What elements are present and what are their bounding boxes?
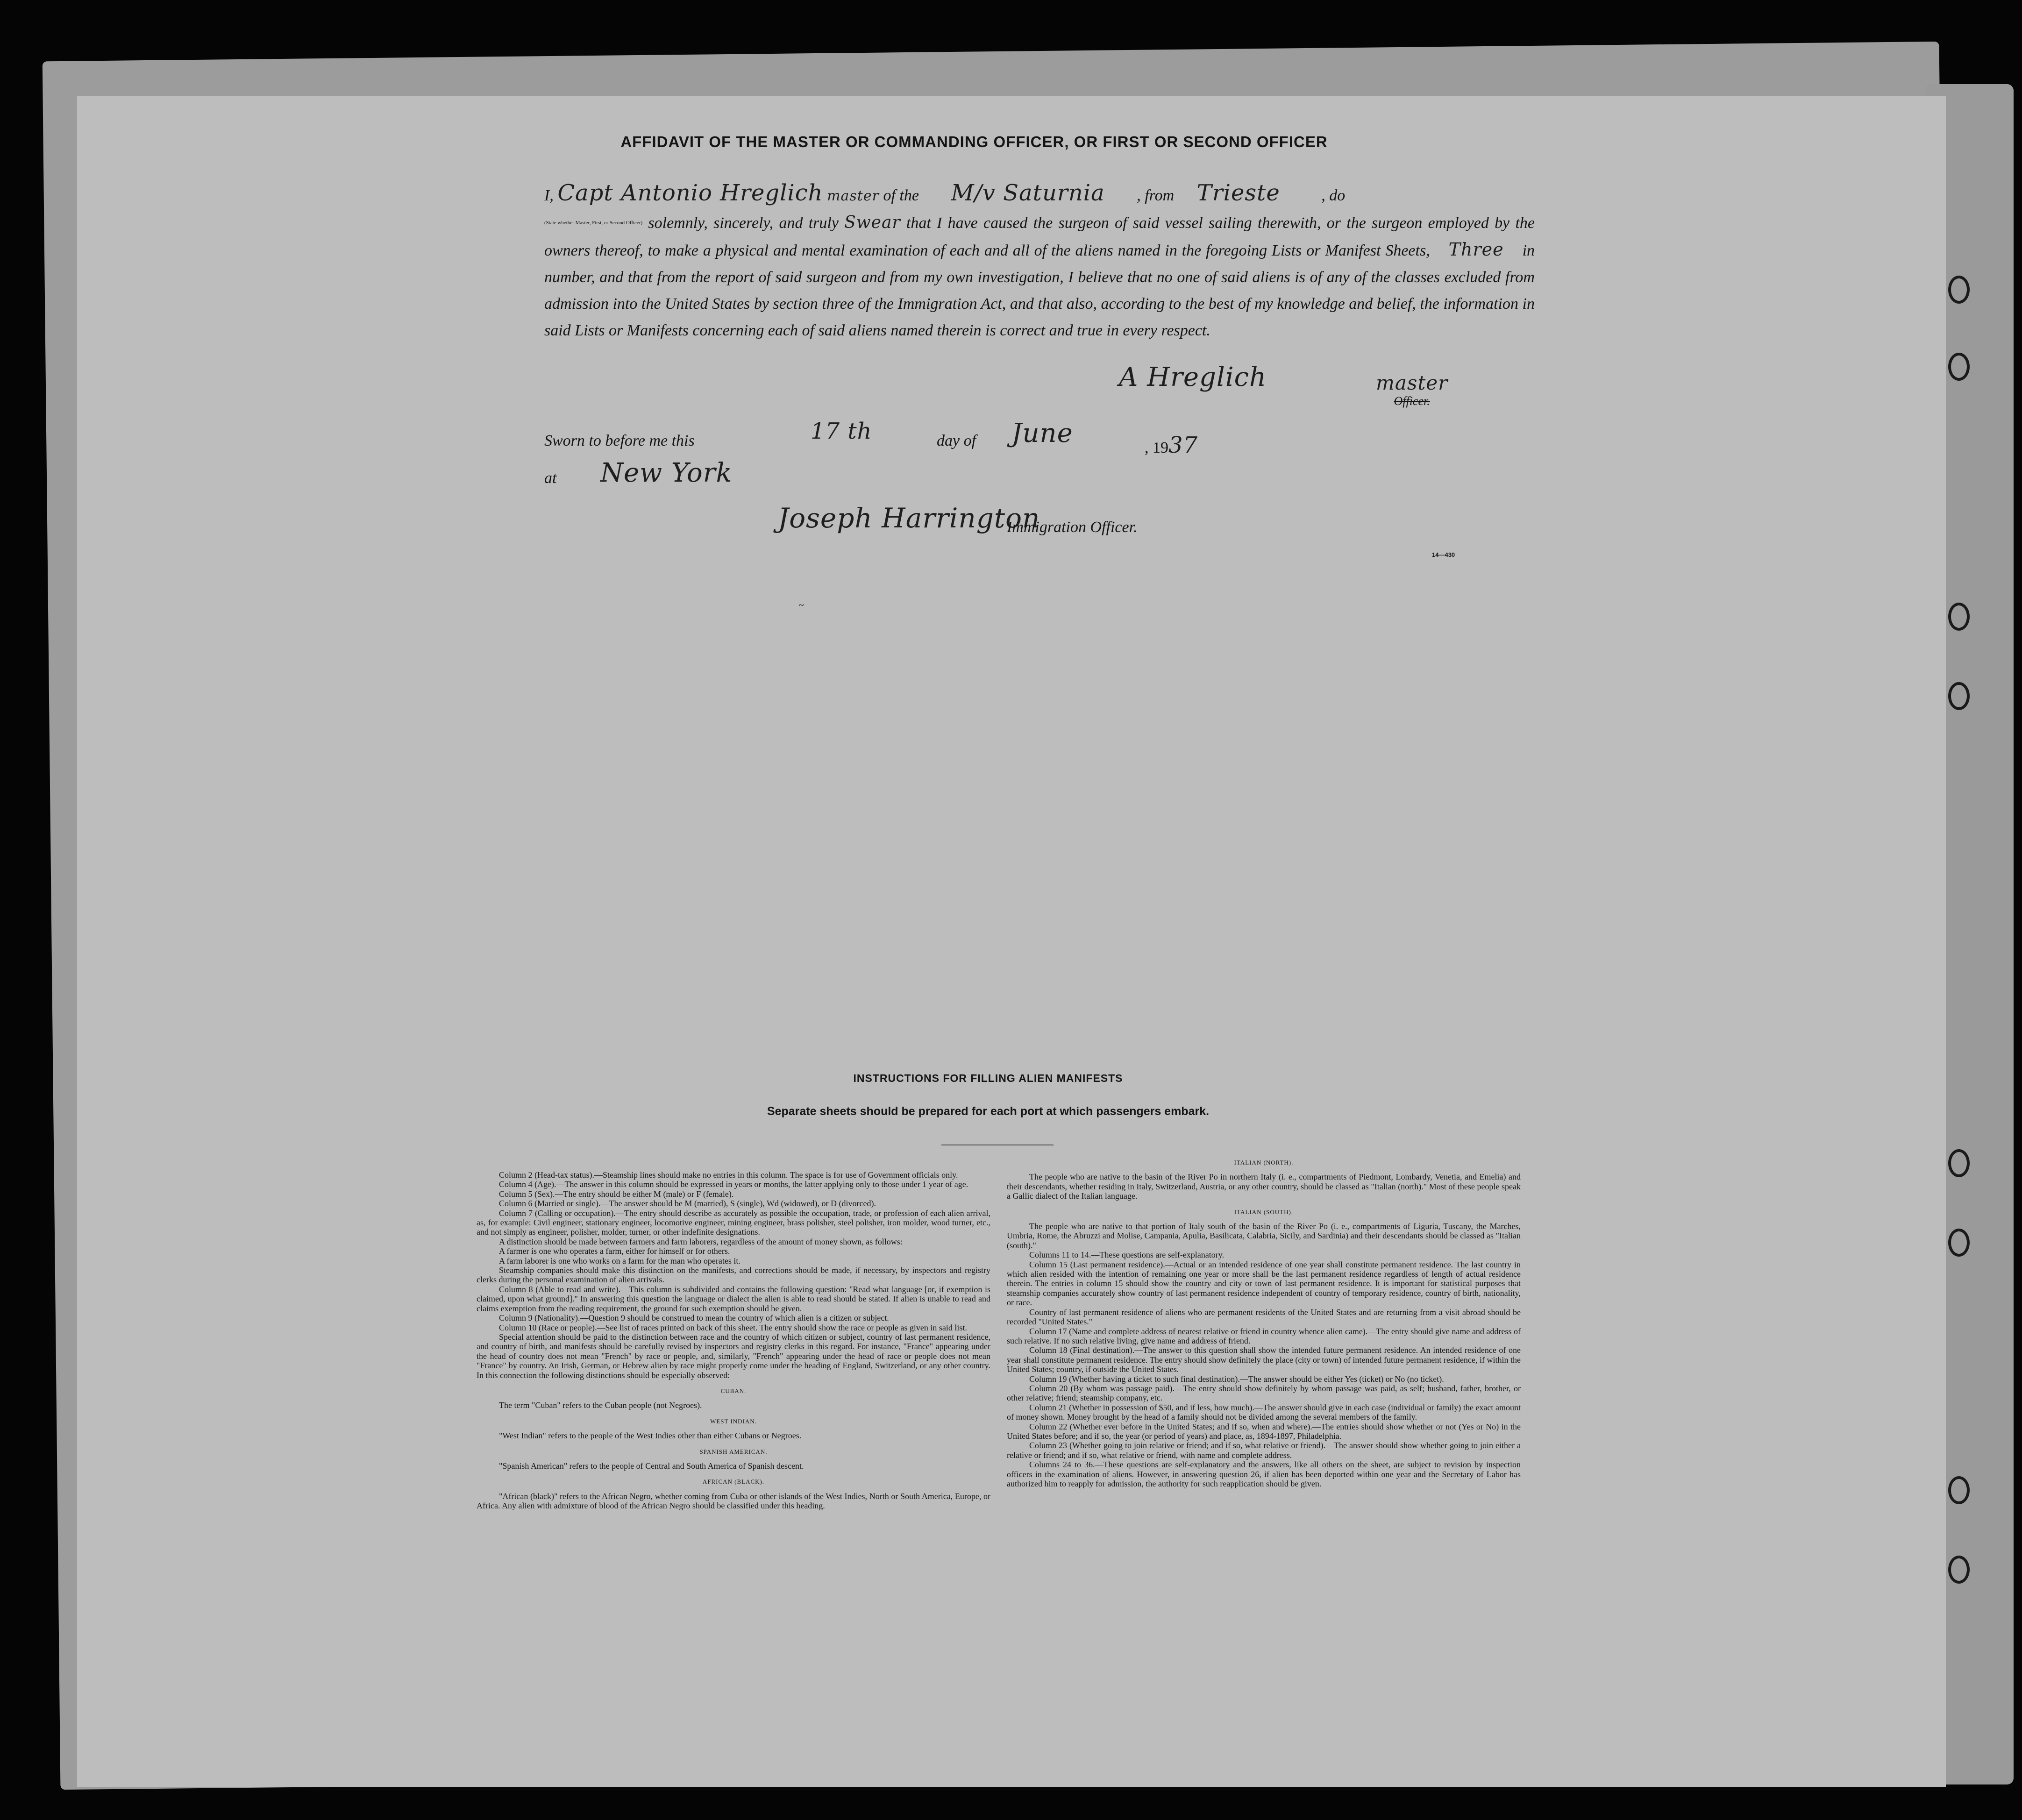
officer-label: Officer.: [1394, 394, 1430, 408]
italian-south-heading: ITALIAN (SOUTH).: [1234, 1208, 1294, 1216]
stray-mark: ~: [799, 600, 804, 611]
master-signature: A Hreglich: [1119, 362, 1267, 392]
sworn-label: Sworn to before me this: [544, 432, 695, 449]
cuban-heading: CUBAN.: [720, 1387, 747, 1394]
departure-port: Trieste: [1196, 180, 1280, 206]
african-text: "African (black)" refers to the African Negro, whether coming from Cuba or other islands of the West Indies, North or South America, Europe, or Africa. Any alien with admixture of blood of the African Negro should be classified under this heading.: [477, 1491, 990, 1511]
binder-ring-icon: [1948, 682, 1970, 710]
instruction-paragraph: Column 7 (Calling or occupation).—The entry should describe as accurately as possible the occupation, trade, or profession of each alien arrival, as, for example: Civil engineer, stationary engineer, locomotive engineer, mining engineer, brass polisher, steel polisher, iron molder, wood turner, etc., and not simply as engineer, polisher, molder, turner, or other indefinite designations.: [477, 1208, 990, 1237]
affidavit-title: AFFIDAVIT OF THE MASTER OR COMMANDING OFFICER, OR FIRST OR SECOND OFFICER: [620, 133, 1328, 150]
master-name: Capt Antonio Hreglich: [557, 180, 823, 206]
binder-ring-icon: [1948, 276, 1970, 304]
do-label: , do: [1321, 187, 1346, 204]
of-the-label: of the: [883, 187, 919, 204]
instruction-paragraph: Column 17 (Name and complete address of nearest relative or friend in country whence alien came).—The entry should give name and address of such relative. If no such relative living, give name and address of friend.: [1007, 1326, 1521, 1345]
sworn-day: 17 th: [811, 418, 872, 444]
binder-ring-icon: [1948, 1149, 1970, 1177]
year-suffix: 37: [1168, 432, 1198, 458]
immigration-officer-signature: Joseph Harrington: [778, 502, 1040, 534]
affidavit-text: [544, 180, 1535, 344]
master-title: [1376, 371, 1448, 408]
day-of-label: day of: [937, 432, 976, 449]
i-label: I,: [544, 187, 554, 204]
instruction-paragraph: Column 19 (Whether having a ticket to such final destination).—The answer should be either Yes (ticket) or No (no ticket).: [1029, 1374, 1444, 1384]
italian-north-text: The people who are native to the basin of the River Po in northern Italy (i. e., compartments of Piedmont, Lombardy, Venetia, and Emelia) and their descendants, whether residing in Italy, Switzerland, Austria, or any other country, should be classed as "Italian (north)." Most of these people speak a Gallic dialect of the Italian language.: [1007, 1172, 1521, 1201]
instruction-paragraph: Columns 24 to 36.—These questions are self-explanatory and the answers, like all others on the sheet, are subject to revision by inspection officers in the examination of aliens. However, in answering question 26, if alien has been deported within one year and the Secretary of Labor has authorized him to reapply for admission, the authority for such reapplication should be given.: [1007, 1460, 1521, 1488]
instruction-paragraph: Columns 11 to 14.—These questions are self-explanatory.: [1029, 1250, 1225, 1260]
west-indian-text: "West Indian" refers to the people of the West Indies other than either Cubans or Negroes.: [499, 1431, 802, 1441]
instruction-paragraph: Column 2 (Head-tax status).—Steamship lines should make no entries in this column. The space is for use of Government officials only.: [499, 1170, 958, 1180]
instruction-paragraph: Column 8 (Able to read and write).—This column is subdivided and contains the following question: "Read what language [or, if exemption is claimed, upon what ground]." In answering this question the language or dialect the alien is able to read should be stated. If alien is unable to read and claims exemption from the reading requirement, the ground for such exemption should be given.: [477, 1284, 990, 1313]
african-heading: AFRICAN (BLACK).: [702, 1478, 765, 1486]
instructions-title: INSTRUCTIONS FOR FILLING ALIEN MANIFESTS: [853, 1072, 1123, 1084]
affidavit-body-part1: that I have caused the surgeon of said vessel sailing therewith, or the surgeon employed by the owners thereof, to make a physical and mental examination of each and all of the aliens named in the foregoing Lists or Manifest Sheets,: [544, 214, 1535, 259]
spanish-american-text: "Spanish American" refers to the people of Central and South America of Spanish descent.: [499, 1461, 804, 1471]
instruction-paragraph: Column 21 (Whether in possession of $50, and if less, how much).—The answer should give in each case (individual or family) the exact amount of money shown. Money brought by the head of a family should not be divided among the several members of the family.: [1007, 1402, 1521, 1422]
sworn-year: [1145, 432, 1198, 458]
spanish-american-heading: SPANISH AMERICAN.: [699, 1448, 768, 1455]
instruction-paragraph: Column 6 (Married or single).—The answer should be M (married), S (single), Wd (widowed), or D (divorced).: [499, 1199, 876, 1209]
state-rank-note: (State whether Master, First, or Second Officer): [544, 220, 643, 226]
instruction-paragraph: Column 5 (Sex).—The entry should be either M (male) or F (female).: [499, 1189, 734, 1199]
master-title-hand: master: [1376, 371, 1448, 394]
binder-ring-icon: [1948, 603, 1970, 631]
instruction-paragraph: Column 4 (Age).—The answer in this column should be expressed in years or months, the latter applying only to those under 1 year of age.: [499, 1180, 968, 1189]
master-rank: master: [827, 188, 879, 204]
affidavit-body-part2: in number, and that from the report of said surgeon and from my own investigation, I believe that no one of said aliens is of any of the classes excluded from admission into the United States by section three of the Immigration Act, and that also, according to the best of my knowledge and belief, the information in said Lists or Manifests concerning each of said aliens named therein is correct and true in every respect.: [544, 242, 1535, 339]
instruction-paragraph: Column 10 (Race or people).—See list of races printed on back of this sheet. The entry should show the race or people as given in said list.: [499, 1322, 967, 1332]
italian-north-heading: ITALIAN (NORTH).: [1234, 1159, 1294, 1166]
swear-intro: solemnly, sincerely, and truly: [648, 214, 839, 232]
manifest-page: [77, 96, 1946, 1787]
instructions-right-column: [1007, 1152, 1521, 1488]
instruction-paragraph: Column 9 (Nationality).—Question 9 should be construed to mean the country of which alien is a citizen or subject.: [499, 1313, 889, 1323]
binder-ring-icon: [1948, 1229, 1970, 1257]
binder-ring-icon: [1948, 1556, 1970, 1584]
alien-count: Three: [1448, 239, 1504, 260]
instruction-paragraph: Column 18 (Final destination).—The answer to this question shall show the intended future permanent residence. An intended residence of one year shall constitute permanent residence. The entry should show definitely the place (city or town) of intended future permanent residence, if within the United States; country, if outside the United States.: [1007, 1345, 1521, 1374]
instructions-left-column: [477, 1170, 990, 1511]
vessel-name: M/v Saturnia: [951, 180, 1105, 206]
instruction-paragraph: Column 15 (Last permanent residence).—Actual or an intended residence of one year shall constitute permanent residence. The last country in which alien resided with the intention of remaining one year or more shall be the last permanent residence regardless of length of actual residence therein. The entries in column 15 should show the country and city or town of last permanent residence. It is important for statistical purposes that steamship companies accurately show country of last permanent residence independent of country of temporary residence, country of birth, nationality, or race.: [1007, 1259, 1521, 1308]
instruction-paragraph: Special attention should be paid to the distinction between race and the country of which citizen or subject, country of last permanent residence, and country of birth, and manifests should be carefully revised by inspectors and registry clerks in this regard. For instance, "France" appearing under the head of country does not mean "French" by race or people, and, similarly, "French" appearing under the head of race or people does not mean "France" by country. An Irish, German, or Hebrew alien by race might properly come under the heading of England, Switzerland, or any other country. In this connection the following distinctions should be especially observed:: [477, 1332, 990, 1380]
cuban-text: The term "Cuban" refers to the Cuban people (not Negroes).: [499, 1401, 702, 1410]
instruction-paragraph: Column 22 (Whether ever before in the United States; and if so, when and where).—The entries should show whether or not (Yes or No) in the United States before; and if so, the year (or period of years) and place, as, 1894-1897, Philadelphia.: [1007, 1422, 1521, 1441]
immigration-officer-label: Immigration Officer.: [1007, 519, 1138, 536]
instructions-subtitle: Separate sheets should be prepared for each port at which passengers embark.: [767, 1105, 1210, 1118]
instruction-paragraph: A distinction should be made between farmers and farm laborers, regardless of the amount of money shown, as follows:: [499, 1237, 903, 1246]
oath-word: Swear: [844, 213, 901, 232]
sworn-place: New York: [600, 458, 733, 488]
instruction-paragraph: Column 20 (By whom was passage paid).—The entry should show definitely by whom passage was paid, as self; husband, father, brother, or other relative; friend; steamship company, etc.: [1007, 1383, 1521, 1403]
west-indian-heading: WEST INDIAN.: [710, 1417, 757, 1425]
instruction-paragraph: Country of last permanent residence of aliens who are permanent residents of the United States and are returning from a visit abroad should be recorded "United States.": [1007, 1307, 1521, 1327]
binder-ring-icon: [1948, 1476, 1970, 1504]
italian-south-text: The people who are native to that portion of Italy south of the basin of the River Po (i. e., compartments of Liguria, Tuscany, the Marches, Umbria, Rome, the Abruzzi and Molise, Campania, Apulia, Basilicata, Calabria, Sicily, and Sardinia) and their descendants should be classed as "Italian (south).": [1007, 1222, 1521, 1250]
form-number: 14—430: [1432, 551, 1455, 558]
at-label: at: [544, 469, 557, 487]
instruction-paragraph: A farm laborer is one who works on a farm for the man who operates it.: [499, 1256, 740, 1265]
binder-ring-icon: [1948, 353, 1970, 381]
from-label: , from: [1137, 187, 1175, 204]
year-prefix: , 19: [1145, 439, 1168, 456]
instruction-paragraph: A farmer is one who operates a farm, either for himself or for others.: [499, 1246, 730, 1256]
instruction-paragraph: Steamship companies should make this distinction on the manifests, and corrections should be made, if necessary, by inspectors and registry clerks during the personal examination of alien arrivals.: [477, 1265, 990, 1285]
instruction-paragraph: Column 23 (Whether going to join relative or friend; and if so, what relative or friend).—The answer should show whether going to join either a relative or friend; and if so, what relative or friend, with name and complete address.: [1007, 1441, 1521, 1460]
sworn-month: June: [1011, 418, 1073, 448]
